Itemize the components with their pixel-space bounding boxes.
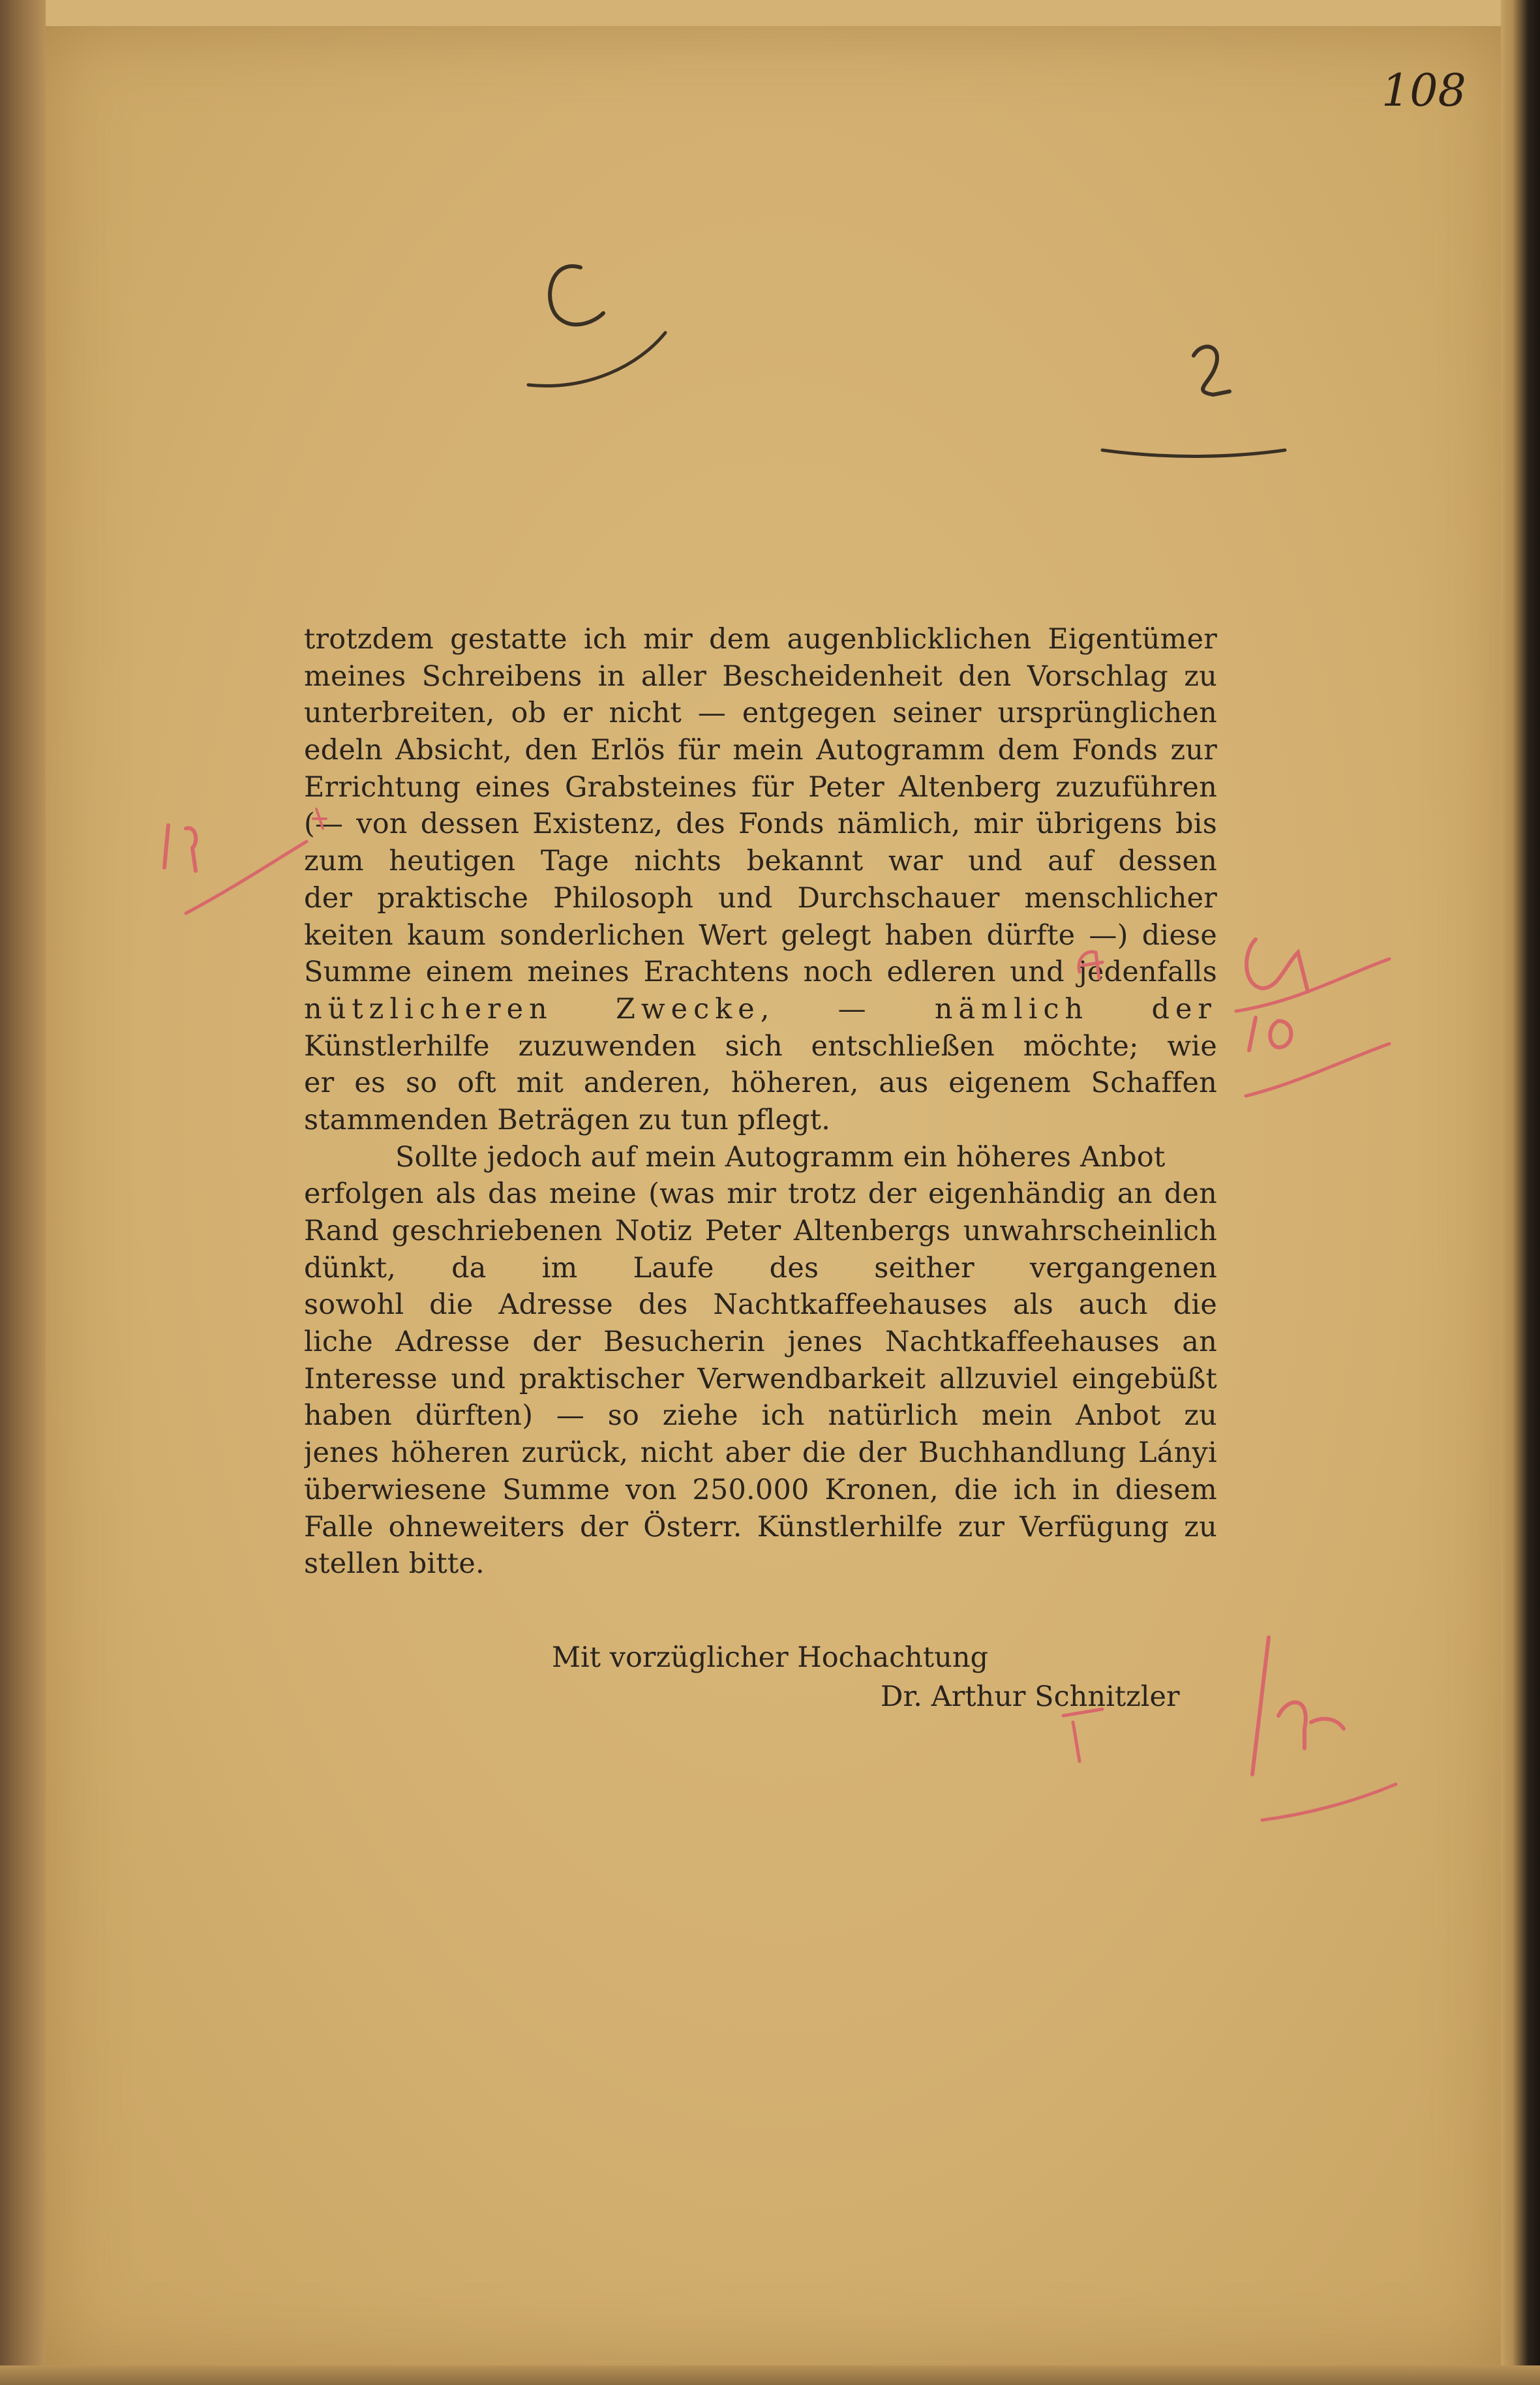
body-line: stellen bitte. [304, 1547, 485, 1581]
body-line: haben dürften) — so ziehe ich natürlich mein Anbot zu [304, 1399, 1217, 1433]
body-line: überwiesene Summe von 250.000 Kronen, die ich in diesem [304, 1473, 1217, 1506]
body-line: keiten kaum sonderlichen Wert gelegt haben dürfte —) diese [304, 919, 1217, 952]
body-line: Interesse und praktischer Verwendbarkeit allzuviel eingebüßt [304, 1362, 1217, 1395]
body-line: edeln Absicht, den Erlös für mein Autogramm dem Fonds zur [304, 734, 1217, 767]
body-line: nützlicheren Zwecke, — nämlich der [304, 992, 1217, 1025]
body-line: liche Adresse der Besucherin jenes Nachtkaffeehauses an [304, 1326, 1217, 1359]
body-line: (— von dessen Existenz, des Fonds nämlich, mir übrigens bis [304, 808, 1217, 841]
body-line: Sollte jedoch auf mein Autogramm ein höheres Anbot [395, 1140, 1166, 1174]
body-line: Falle ohneweiters der Österr. Künstlerhilfe zur Verfügung zu [304, 1510, 1217, 1543]
folio-number: 108 [1381, 65, 1466, 117]
body-line: meines Schreibens in aller Bescheidenheit den Vorschlag zu [304, 660, 1217, 693]
body-line: stammenden Beträgen zu tun pflegt. [304, 1103, 831, 1136]
book-binding-left [0, 0, 46, 2385]
body-line: Errichtung eines Grabsteines für Peter Altenberg zuzuführen [304, 770, 1217, 804]
book-edge-bottom [0, 2365, 1540, 2385]
body-line: Künstlerhilfe zuzuwenden sich entschließen möchte; wie [304, 1029, 1217, 1063]
book-edge-right [1501, 0, 1540, 2385]
body-line: unterbreiten, ob er nicht — entgegen seiner ursprünglichen [304, 697, 1217, 730]
body-line: sowohl die Adresse des Nachtkaffeehauses als auch die [304, 1288, 1217, 1322]
body-line: zum heutigen Tage nichts bekannt war und auf dessen [304, 845, 1217, 878]
body-line: der praktische Philosoph und Durchschauer menschlicher [304, 881, 1217, 915]
signature-typed: Dr. Arthur Schnitzler [881, 1680, 1180, 1713]
body-line: Rand geschriebenen Notiz Peter Altenbergs unwahrscheinlich [304, 1215, 1217, 1247]
body-line: dünkt, da im Laufe des seither vergangenen [304, 1251, 1217, 1284]
body-line: trotzdem gestatte ich mir dem augenblicklichen Eigentümer [304, 623, 1217, 656]
closing-salutation: Mit vorzüglicher Hochachtung [552, 1641, 989, 1674]
body-line: erfolgen als das meine (was mir trotz der eigenhändig an den [304, 1177, 1217, 1211]
letter-body [304, 621, 1217, 1583]
body-line: er es so oft mit anderen, höheren, aus eigenem Schaffen [304, 1067, 1217, 1100]
body-line: jenes höheren zurück, nicht aber die der Buchhandlung Lányi [304, 1436, 1217, 1470]
body-line: Summe einem meines Erachtens noch edleren und jedenfalls [304, 956, 1217, 989]
